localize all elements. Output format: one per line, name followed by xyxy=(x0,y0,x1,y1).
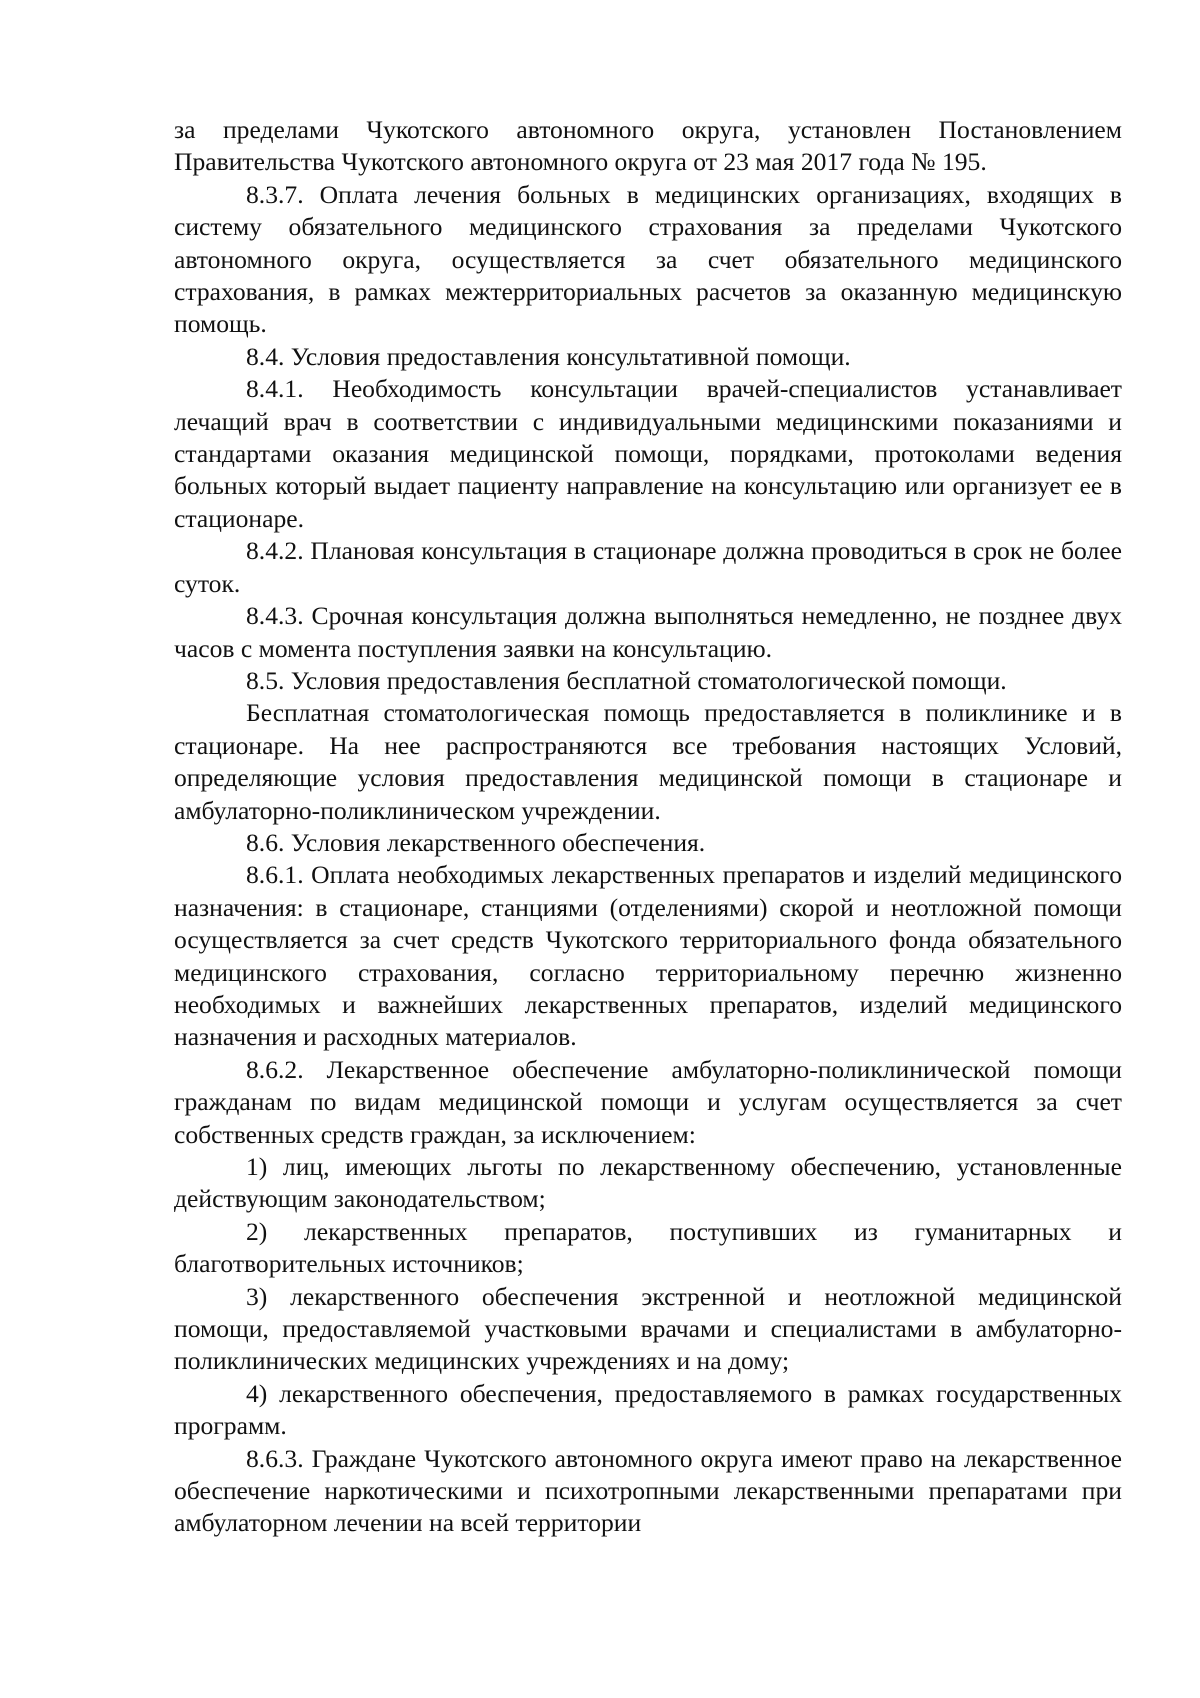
document-page xyxy=(174,114,1122,1540)
paragraph-8-4-heading: 8.4. Условия предоставления консультативной помощи. xyxy=(246,341,851,371)
paragraph-8-5-heading: 8.5. Условия предоставления бесплатной стоматологической помощи. xyxy=(246,665,1007,695)
list-item-2: 2) лекарственных препаратов, поступивших из гуманитарных и благотворительных источников; xyxy=(174,1216,1122,1279)
paragraph-8-4-2: 8.4.2. Плановая консультация в стационаре должна проводиться в срок не более суток. xyxy=(174,536,1122,598)
paragraph-8-6-3: 8.6.3. Граждане Чукотского автономного округа имеют право на лекарственное обеспечение наркотическими и психотропными лекарственными препаратами при амбулаторном лечении на всей территории xyxy=(174,1443,1122,1538)
list-item-3: 3) лекарственного обеспечения экстренной и неотложной медицинской помощи, предоставляемой участковыми врачами и специалистами в амбулаторно-поликлинических медицинских учреждениях и на дому; xyxy=(174,1281,1122,1376)
paragraph-8-4-3: 8.4.3. Срочная консультация должна выполняться немедленно, не позднее двух часов с момента поступления заявки на консультацию. xyxy=(174,601,1122,663)
paragraph-8-6-2: 8.6.2. Лекарственное обеспечение амбулаторно-поликлинической помощи гражданам по видам медицинской помощи и услугам осуществляется за счет собственных средств граждан, за исключением: xyxy=(174,1054,1122,1149)
list-item-4: 4) лекарственного обеспечения, предоставляемого в рамках государственных программ. xyxy=(174,1378,1122,1441)
paragraph-dental-care: Бесплатная стоматологическая помощь предоставляется в поликлинике и в стационаре. На нее распространяются все требования настоящих Условий, определяющие условия предоставления медицинской помощи в стационаре и амбулаторно-поликлиническом учреждении. xyxy=(174,698,1122,825)
paragraph-continuation: за пределами Чукотского автономного округа, установлен Постановлением Правительства Чукотского автономного округа от 23 мая 2017 года № 195. xyxy=(174,115,1122,177)
paragraph-8-4-1: 8.4.1. Необходимость консультации врачей-специалистов устанавливает лечащий врач в соответствии с индивидуальными медицинскими показаниями и стандартами оказания медицинской помощи, порядками, протоколами ведения больных который выдает пациенту направление на консультацию или организует ее в стационаре. xyxy=(174,374,1122,533)
paragraph-8-3-7: 8.3.7. Оплата лечения больных в медицинских организациях, входящих в систему обязательного медицинского страхования за пределами Чукотского автономного округа, осуществляется за счет обязательного медицинского страхования, в рамках межтерриториальных расчетов за оказанную медицинскую помощь. xyxy=(174,179,1122,339)
paragraph-8-6-1: 8.6.1. Оплата необходимых лекарственных препаратов и изделий медицинского назначения: в стационаре, станциями (отделениями) скорой и неотложной помощи осуществляется за счет средств Чукотского территориального фонда обязательного медицинского страхования, согласно территориальному перечню жизненно необходимых и важнейших лекарственных препаратов, изделий медицинского назначения и расходных материалов. xyxy=(174,860,1122,1052)
paragraph-8-6-heading: 8.6. Условия лекарственного обеспечения. xyxy=(246,827,706,857)
list-item-1: 1) лиц, имеющих льготы по лекарственному обеспечению, установленные действующим законодательством; xyxy=(174,1152,1122,1214)
